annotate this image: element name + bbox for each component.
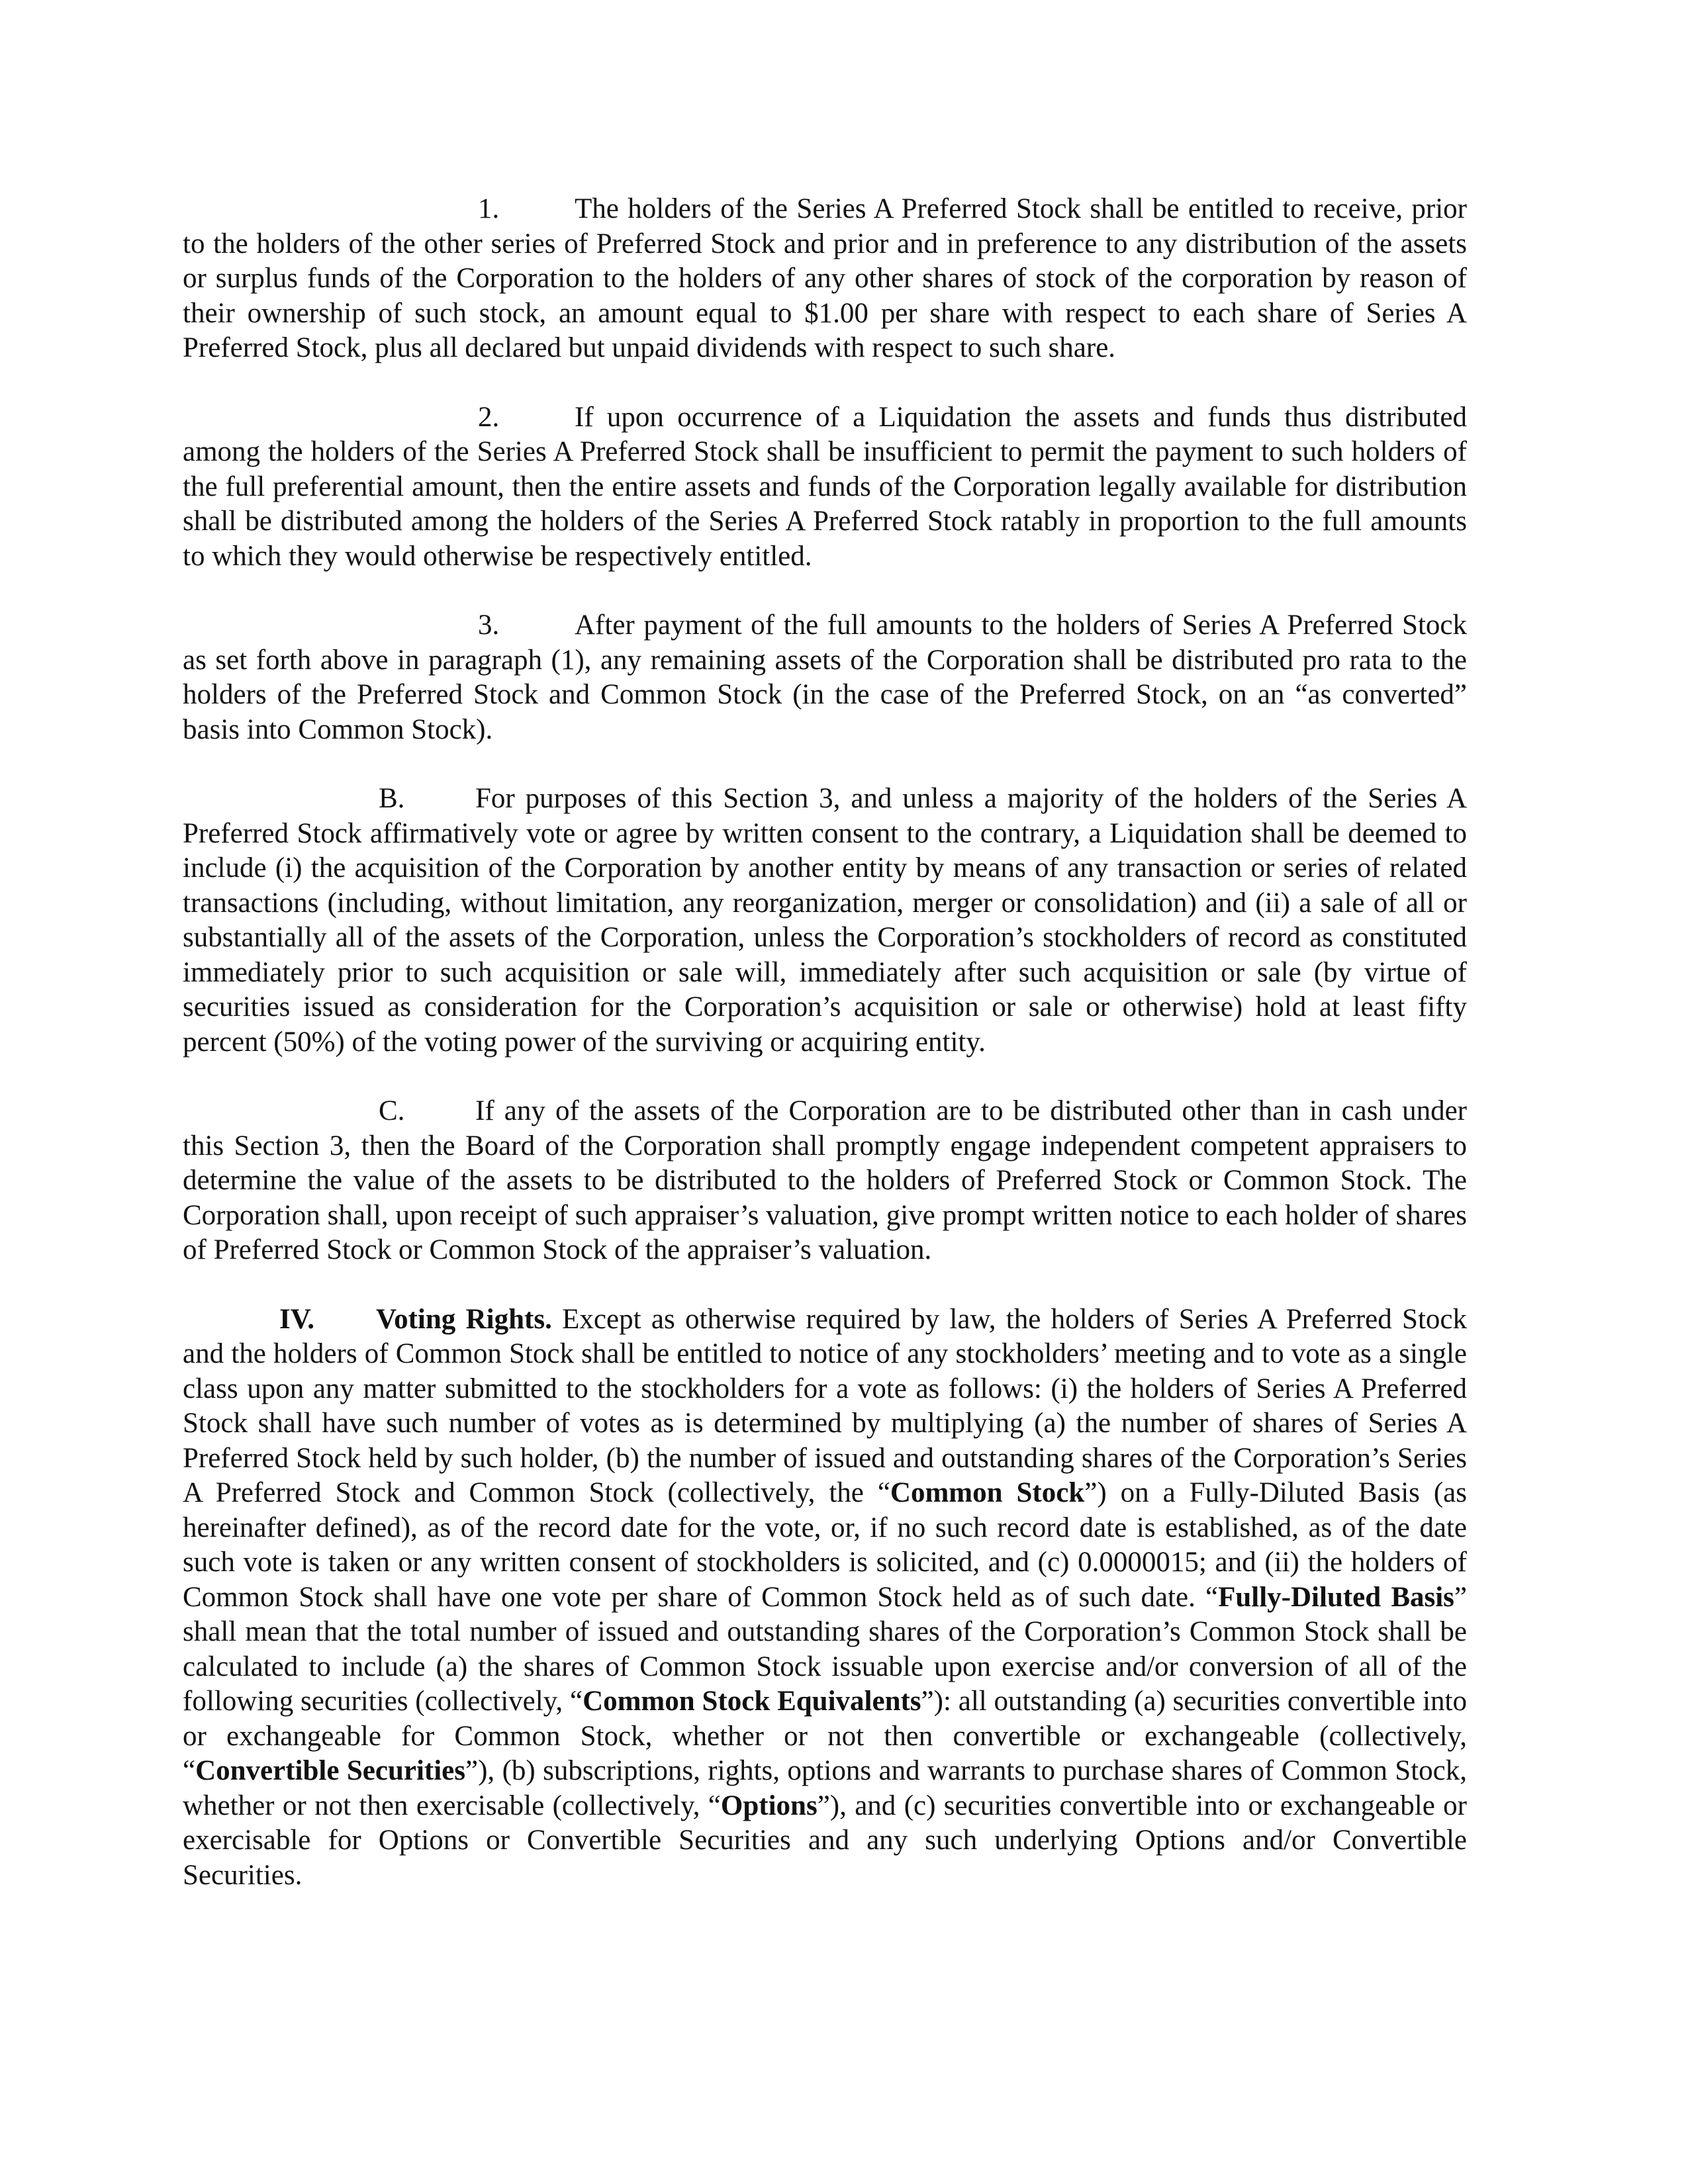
defined-term-convertible-securities: Convertible Securities	[195, 1755, 465, 1786]
defined-term-common-stock-equivalents: Common Stock Equivalents	[583, 1686, 921, 1717]
paragraph-b	[183, 782, 1467, 1060]
paragraph-number: C.	[379, 1095, 405, 1126]
paragraph-text: If any of the assets of the Corporation are to be distributed other than in cash under this Section 3, then the Board of the Corporation shall promptly engage independent competent appraisers to determine the value of the assets to be distributed to the holders of Preferred Stock or Common Stock. The Corporation shall, upon receipt of such appraiser’s valuation, give prompt written notice to each holder of shares of Preferred Stock or Common Stock of the appraiser’s valuation.	[183, 1095, 1467, 1265]
document-page	[183, 192, 1467, 1927]
article-heading: Voting Rights.	[376, 1303, 552, 1335]
article-text-4: ”): all outstanding (a) securities convertible into or exchangeable for Common Stock, whether or not then convertible or exchangeable (collectively, “	[183, 1686, 1467, 1786]
paragraph-1	[183, 192, 1467, 366]
paragraph-number: 3.	[478, 610, 500, 641]
paragraph-c	[183, 1094, 1467, 1268]
paragraph-text: For purposes of this Section 3, and unless a majority of the holders of the Series A Preferred Stock affirmatively vote or agree by written consent to the contrary, a Liquidation shall be deemed to include (i) the acquisition of the Corporation by another entity by means of any transaction or series of related transactions (including, without limitation, any reorganization, merger or consolidation) and (ii) a sale of all or substantially all of the assets of the Corporation, unless the Corporation’s stockholders of record as constituted immediately prior to such acquisition or sale will, immediately after such acquisition or sale (by virtue of securities issued as consideration for the Corporation’s acquisition or sale or otherwise) hold at least fifty percent (50%) of the voting power of the surviving or acquiring entity.	[183, 783, 1467, 1058]
paragraph-number: 1.	[478, 193, 500, 224]
article-text-1: Except as otherwise required by law, the holders of Series A Preferred Stock and the holders of Common Stock shall be entitled to notice of any stockholders’ meeting and to vote as a single class upon any matter submitted to the stockholders for a vote as follows: (i) the holders of Series A Preferred Stock shall have such number of votes as is determined by multiplying (a) the number of shares of Series A Preferred Stock held by such holder, (b) the number of issued and outstanding shares of the Corporation’s Series A Preferred Stock and Common Stock (collectively, the “	[183, 1303, 1467, 1508]
article-text-3: ” shall mean that the total number of issued and outstanding shares of the Corporation’s Common Stock shall be calculated to include (a) the shares of Common Stock issuable upon exercise and/or conversion of all of the following securities (collectively, “	[183, 1581, 1468, 1717]
paragraph-text: The holders of the Series A Preferred Stock shall be entitled to receive, prior to the holders of the other series of Preferred Stock and prior and in preference to any distribution of the assets or surplus funds of the Corporation to the holders of any other shares of stock of the corporation by reason of their ownership of such stock, an amount equal to $1.00 per share with respect to each share of Series A Preferred Stock, plus all declared but unpaid dividends with respect to such share.	[183, 193, 1467, 363]
article-text-2: ”) on a Fully-Diluted Basis (as hereinafter defined), as of the record date for the vote, or, if no such record date is established, as of the date such vote is taken or any written consent of stockholders is solicited, and (c) 0.0000015; and (ii) the holders of Common Stock shall have one vote per share of Common Stock held as of such date. “	[183, 1477, 1467, 1613]
article-number: IV.	[279, 1303, 314, 1335]
defined-term-options: Options	[720, 1790, 818, 1821]
defined-term-fully-diluted-basis: Fully-Diluted Basis	[1218, 1581, 1454, 1613]
article-iv-voting-rights	[183, 1302, 1467, 1893]
article-text-6: ”), and (c) securities convertible into or exchangeable or exercisable for Options or Convertible Securities and any such underlying Options and/or Convertible Securities.	[183, 1790, 1467, 1891]
article-text-5: ”), (b) subscriptions, rights, options and warrants to purchase shares of Common Stock, whether or not then exercisable (collectively, “	[183, 1755, 1467, 1821]
paragraph-text: After payment of the full amounts to the holders of Series A Preferred Stock as set forth above in paragraph (1), any remaining assets of the Corporation shall be distributed pro rata to the holders of the Preferred Stock and Common Stock (in the case of the Preferred Stock, on an “as converted” basis into Common Stock).	[183, 610, 1467, 745]
paragraph-number: 2.	[478, 401, 500, 433]
paragraph-text: If upon occurrence of a Liquidation the assets and funds thus distributed among the holders of the Series A Preferred Stock shall be insufficient to permit the payment to such holders of the full preferential amount, then the entire assets and funds of the Corporation legally available for distribution shall be distributed among the holders of the Series A Preferred Stock ratably in proportion to the full amounts to which they would otherwise be respectively entitled.	[183, 401, 1467, 572]
defined-term-common-stock: Common Stock	[890, 1477, 1085, 1508]
paragraph-2	[183, 400, 1467, 574]
paragraph-3	[183, 608, 1467, 747]
paragraph-number: B.	[379, 783, 405, 814]
